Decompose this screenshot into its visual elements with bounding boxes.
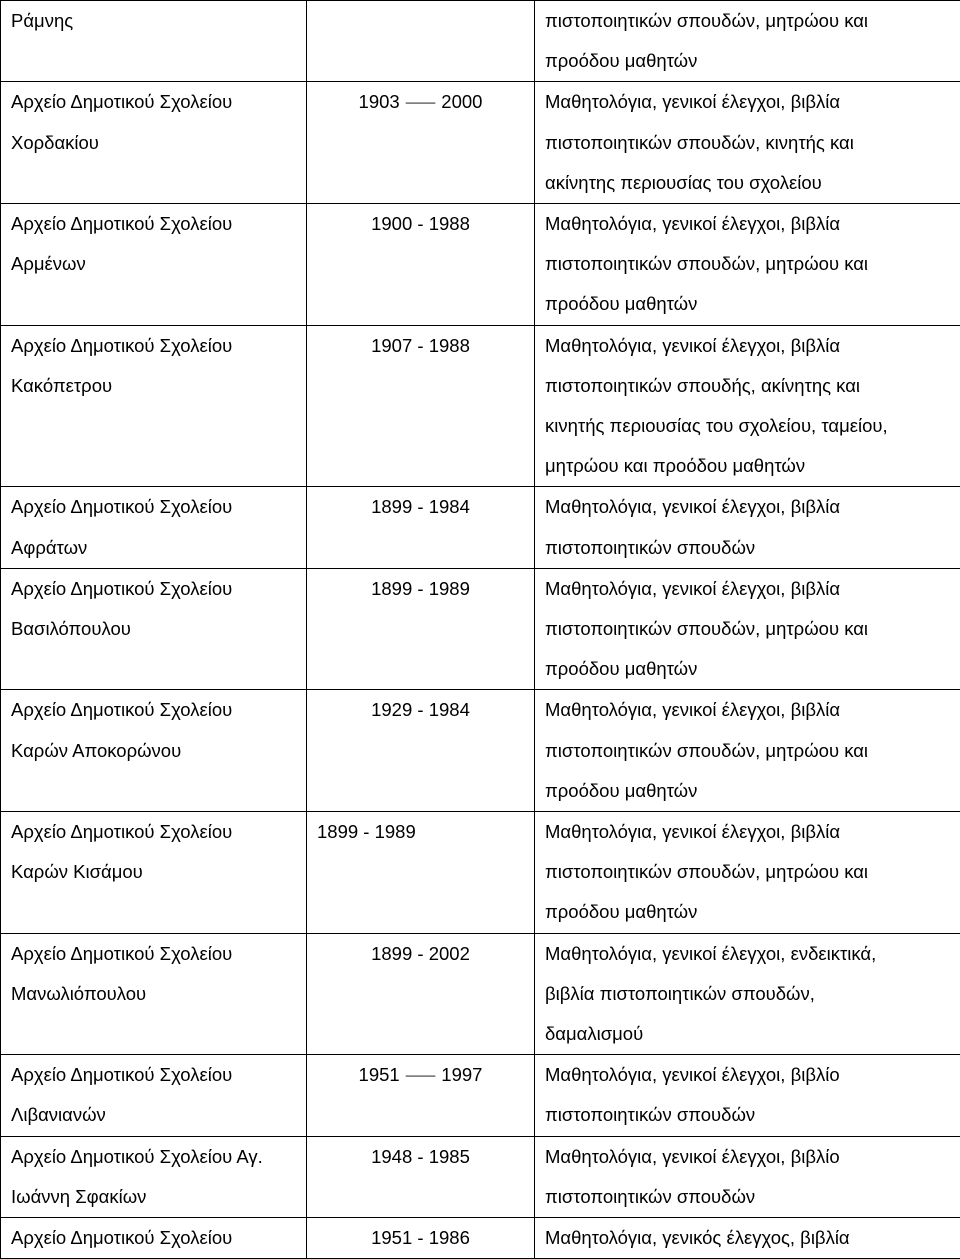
years-cell: 1899 - 2002 bbox=[307, 933, 535, 1055]
contents-cell: Μαθητολόγια, γενικοί έλεγχοι, ενδεικτικά, βιβλία πιστοποιητικών σπουδών, δαμαλισμού bbox=[535, 933, 960, 1055]
contents-cell: Μαθητολόγια, γενικοί έλεγχοι, βιβλίο πιστοποιητικών σπουδών bbox=[535, 1055, 960, 1136]
table-row bbox=[1, 933, 960, 1055]
table-row bbox=[1, 82, 960, 204]
contents-cell: Μαθητολόγια, γενικοί έλεγχοι, βιβλία πιστοποιητικών σπουδών, μητρώου και προόδου μαθητών bbox=[535, 690, 960, 812]
years-cell: 1900 - 1988 bbox=[307, 204, 535, 326]
archive-name-cell: Αρχείο Δημοτικού Σχολείου bbox=[1, 1218, 307, 1259]
archive-name-cell: Αρχείο Δημοτικού Σχολείου Καρών Κισάμου bbox=[1, 812, 307, 934]
years-cell bbox=[307, 1, 535, 82]
archive-name-cell: Αρχείο Δημοτικού Σχολείου Βασιλόπουλου bbox=[1, 568, 307, 690]
contents-cell: Μαθητολόγια, γενικοί έλεγχοι, βιβλία πιστοποιητικών σπουδών, μητρώου και προόδου μαθητών bbox=[535, 812, 960, 934]
archive-name-cell: Αρχείο Δημοτικού Σχολείου Χορδακίου bbox=[1, 82, 307, 204]
table-row bbox=[1, 204, 960, 326]
archive-name-cell: Αρχείο Δημοτικού Σχολείου Λιβανιανών bbox=[1, 1055, 307, 1136]
table-row bbox=[1, 1218, 960, 1259]
years-cell: 1907 - 1988 bbox=[307, 325, 535, 487]
archive-name-cell: Αρχείο Δημοτικού Σχολείου Μανωλιόπουλου bbox=[1, 933, 307, 1055]
contents-cell: Μαθητολόγια, γενικοί έλεγχοι, βιβλία πιστοποιητικών σπουδών, μητρώου και προόδου μαθητών bbox=[535, 568, 960, 690]
table-row bbox=[1, 487, 960, 568]
contents-cell: Μαθητολόγια, γενικοί έλεγχοι, βιβλίο πιστοποιητικών σπουδών bbox=[535, 1136, 960, 1217]
archive-name-cell: Ράμνης bbox=[1, 1, 307, 82]
archive-name-cell: Αρχείο Δημοτικού Σχολείου Καρών Αποκορώνου bbox=[1, 690, 307, 812]
years-cell: 1899 - 1984 bbox=[307, 487, 535, 568]
archive-name-cell: Αρχείο Δημοτικού Σχολείου Αφράτων bbox=[1, 487, 307, 568]
contents-cell: Μαθητολόγια, γενικοί έλεγχοι, βιβλία πιστοποιητικών σπουδών, μητρώου και προόδου μαθητών bbox=[535, 204, 960, 326]
table-row bbox=[1, 325, 960, 487]
archive-name-cell: Αρχείο Δημοτικού Σχολείου Κακόπετρου bbox=[1, 325, 307, 487]
years-cell: 1948 - 1985 bbox=[307, 1136, 535, 1217]
years-cell: 1929 - 1984 bbox=[307, 690, 535, 812]
table-row bbox=[1, 1, 960, 82]
contents-cell: Μαθητολόγια, γενικοί έλεγχοι, βιβλία πιστοποιητικών σπουδής, ακίνητης και κινητής περιουσίας του σχολείου, ταμείου, μητρώου και προόδου μαθητών bbox=[535, 325, 960, 487]
table-row bbox=[1, 812, 960, 934]
contents-cell: πιστοποιητικών σπουδών, μητρώου και προόδου μαθητών bbox=[535, 1, 960, 82]
years-cell: 1903 ⸺ 2000 bbox=[307, 82, 535, 204]
contents-cell: Μαθητολόγια, γενικοί έλεγχοι, βιβλία πιστοποιητικών σπουδών, κινητής και ακίνητης περιουσίας του σχολείου bbox=[535, 82, 960, 204]
contents-cell: Μαθητολόγια, γενικός έλεγχος, βιβλία bbox=[535, 1218, 960, 1259]
years-cell: 1951 - 1986 bbox=[307, 1218, 535, 1259]
contents-cell: Μαθητολόγια, γενικοί έλεγχοι, βιβλία πιστοποιητικών σπουδών bbox=[535, 487, 960, 568]
years-cell: 1899 - 1989 bbox=[307, 568, 535, 690]
years-cell: 1899 - 1989 bbox=[307, 812, 535, 934]
table-row bbox=[1, 690, 960, 812]
table-row bbox=[1, 1055, 960, 1136]
archive-name-cell: Αρχείο Δημοτικού Σχολείου Αρμένων bbox=[1, 204, 307, 326]
archive-name-cell: Αρχείο Δημοτικού Σχολείου Αγ. Ιωάννη Σφακίων bbox=[1, 1136, 307, 1217]
table-row bbox=[1, 1136, 960, 1217]
years-cell: 1951 ⸺ 1997 bbox=[307, 1055, 535, 1136]
table-row bbox=[1, 568, 960, 690]
